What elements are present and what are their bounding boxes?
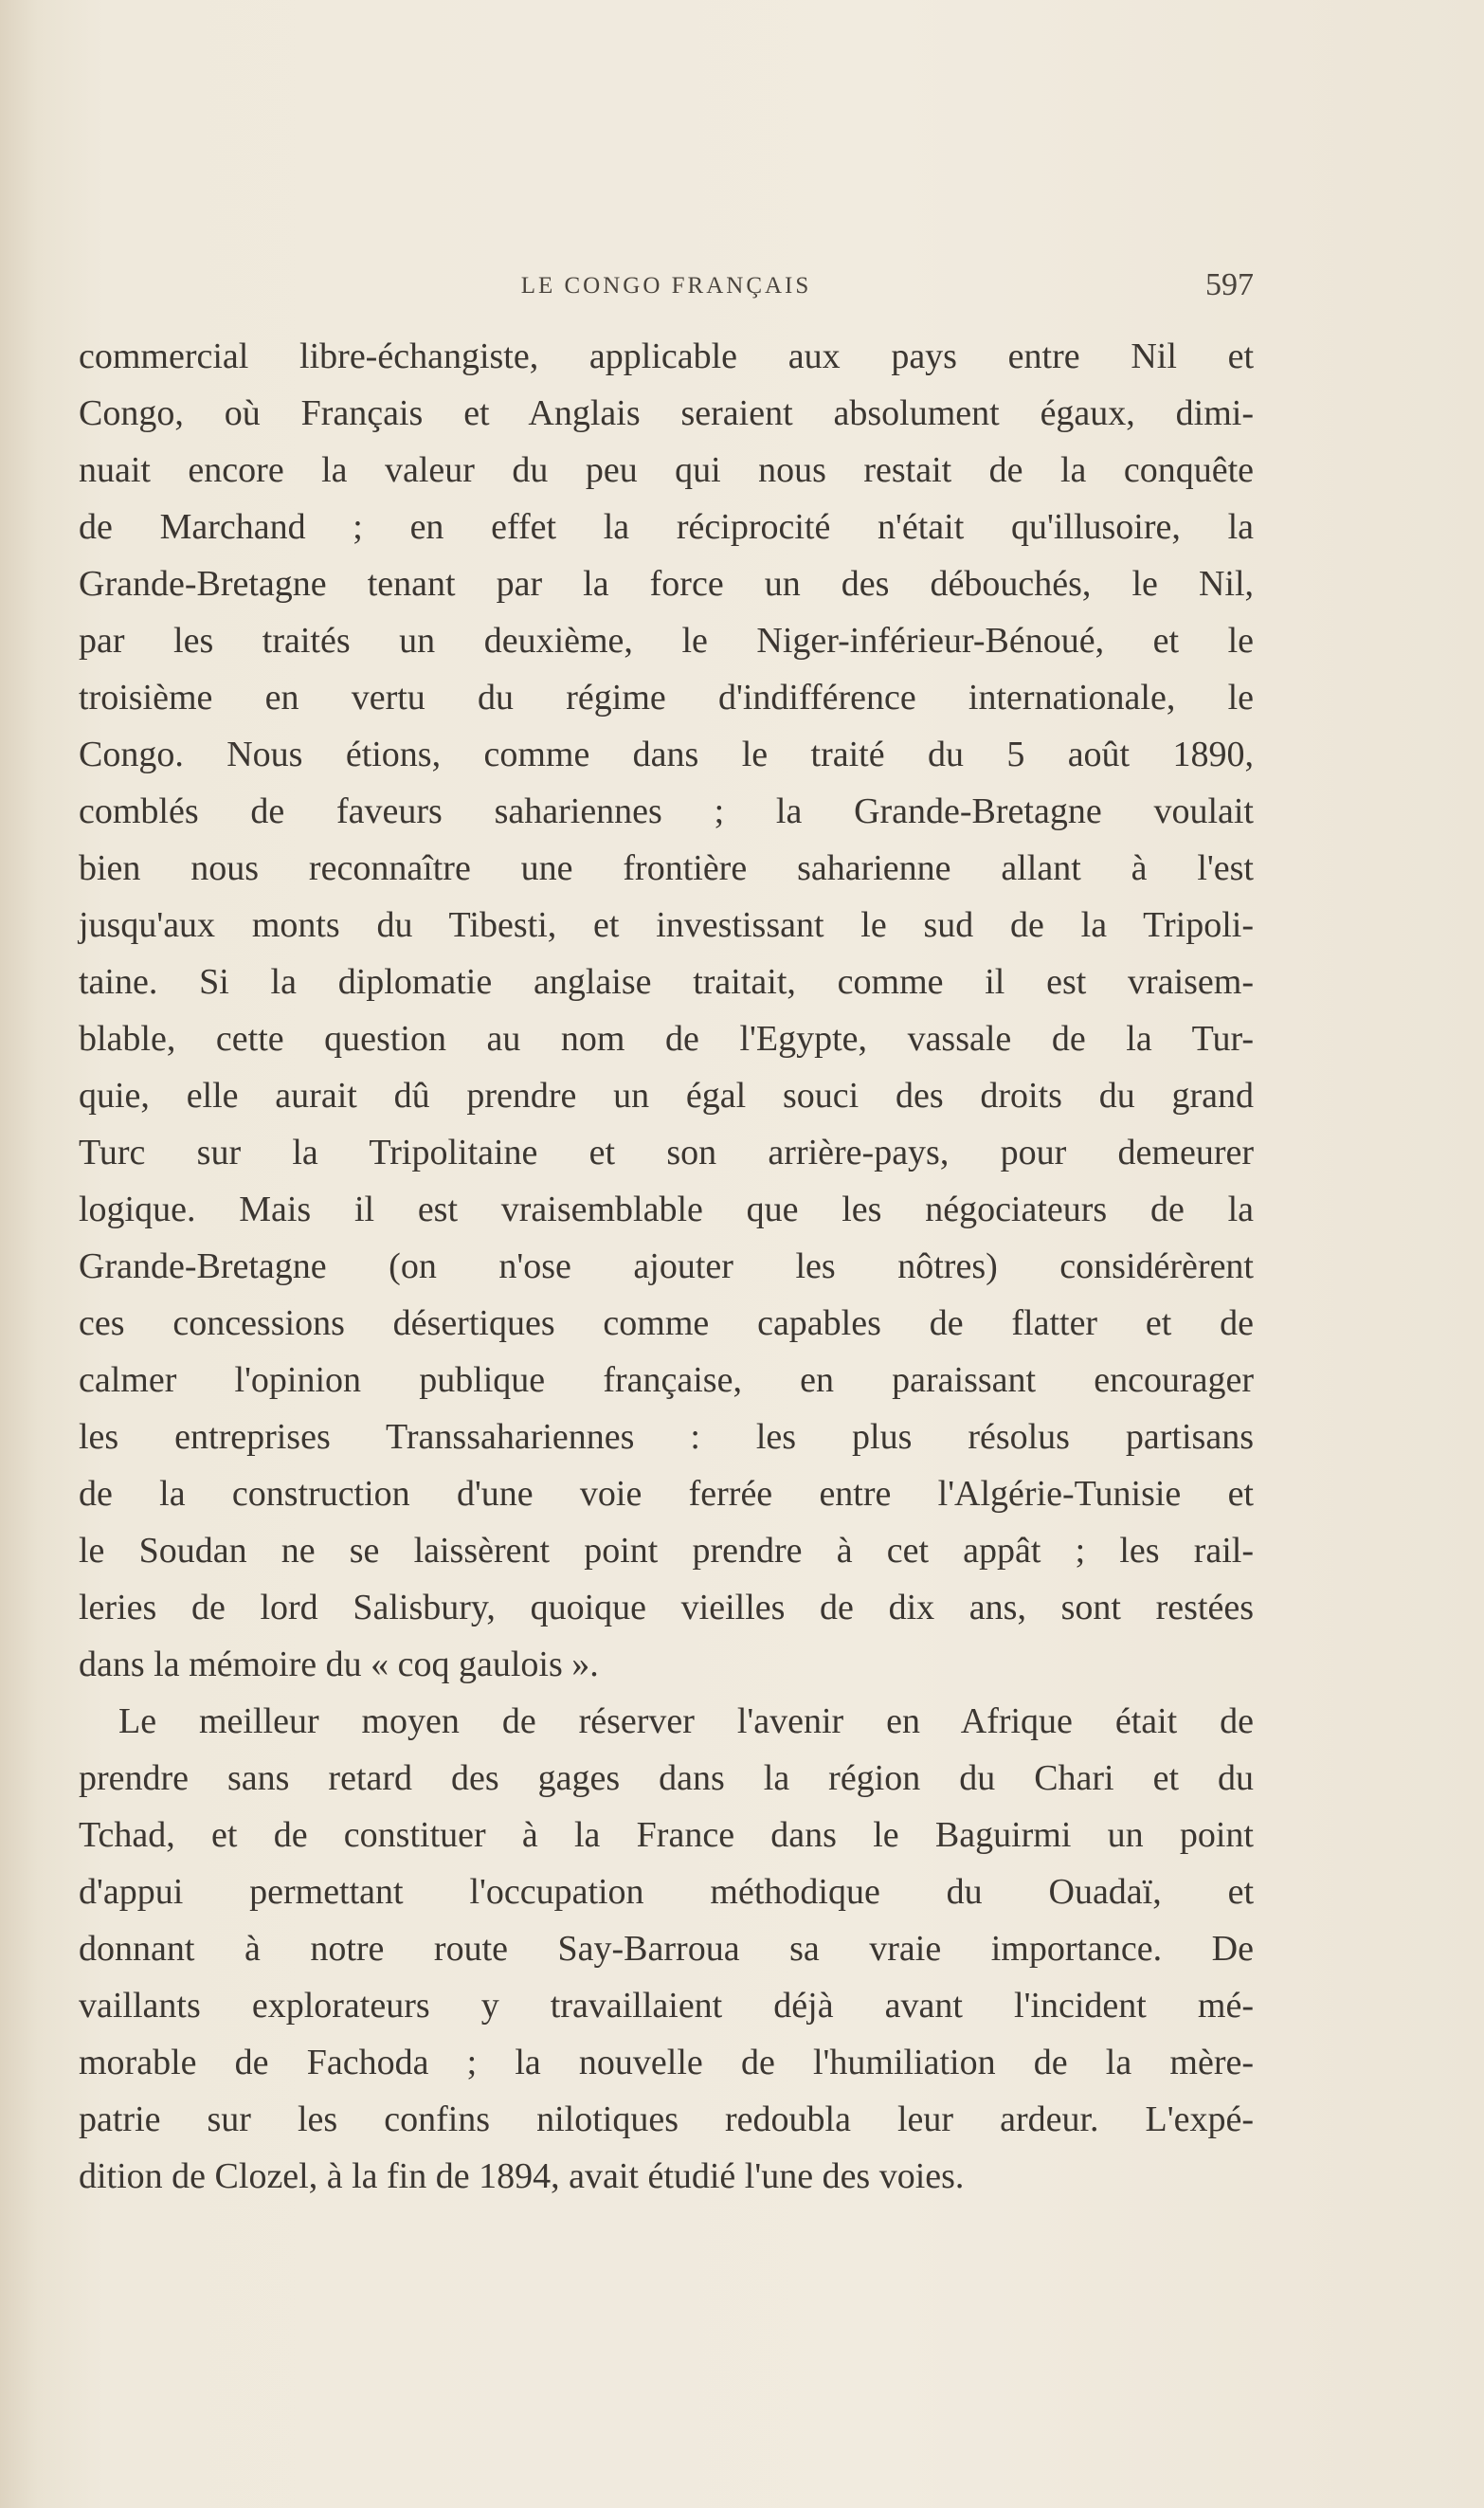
text-line: prendre sans retard des gages dans la région du Chari et du: [79, 1758, 1254, 1798]
text-line: donnant à notre route Say-Barroua sa vraie importance. De: [79, 1929, 1254, 1969]
text-line: morable de Fachoda ; la nouvelle de l'humiliation de la mère-: [79, 2043, 1254, 2082]
text-line: taine. Si la diplomatie anglaise traitait, comme il est vraisem-: [79, 962, 1254, 1002]
running-title: LE CONGO FRANÇAIS: [520, 273, 812, 299]
text-line: calmer l'opinion publique française, en paraissant encourager: [79, 1360, 1254, 1400]
text-line: vaillants explorateurs y travaillaient déjà avant l'incident mé-: [79, 1986, 1254, 2026]
text-line: d'appui permettant l'occupation méthodique du Ouadaï, et: [79, 1872, 1254, 1912]
text-line: le Soudan ne se laissèrent point prendre à cet appât ; les rail-: [79, 1531, 1254, 1571]
text-line: dition de Clozel, à la fin de 1894, avait étudié l'une des voies.: [79, 2156, 965, 2196]
text-line: leries de lord Salisbury, quoique vieilles de dix ans, sont restées: [79, 1588, 1254, 1627]
text-line: logique. Mais il est vraisemblable que les négociateurs de la: [79, 1190, 1254, 1229]
text-line: quie, elle aurait dû prendre un égal souci des droits du grand: [79, 1076, 1254, 1116]
text-line: Turc sur la Tripolitaine et son arrière-pays, pour demeurer: [79, 1133, 1254, 1172]
text-line: Congo. Nous étions, comme dans le traité du 5 août 1890,: [79, 735, 1254, 774]
text-line: par les traités un deuxième, le Niger-inférieur-Bénoué, et le: [79, 621, 1254, 661]
text-line: bien nous reconnaître une frontière saharienne allant à l'est: [79, 848, 1254, 888]
text-line: blable, cette question au nom de l'Egypte, vassale de la Tur-: [79, 1019, 1254, 1059]
text-line: de Marchand ; en effet la réciprocité n'était qu'illusoire, la: [79, 507, 1254, 547]
text-line: Congo, où Français et Anglais seraient absolument égaux, dimi-: [79, 393, 1254, 433]
text-line: ces concessions désertiques comme capables de flatter et de: [79, 1303, 1254, 1343]
text-line: nuait encore la valeur du peu qui nous restait de la conquête: [79, 450, 1254, 490]
page-number: 597: [1205, 267, 1254, 302]
text-line: jusqu'aux monts du Tibesti, et investissant le sud de la Tripoli-: [79, 905, 1254, 945]
page-header: [79, 267, 1254, 311]
text-line: troisième en vertu du régime d'indifférence internationale, le: [79, 678, 1254, 718]
text-line: Tchad, et de constituer à la France dans le Baguirmi un point: [79, 1815, 1254, 1855]
text-line: de la construction d'une voie ferrée entre l'Algérie-Tunisie et: [79, 1474, 1254, 1514]
text-line: commercial libre-échangiste, applicable aux pays entre Nil et: [79, 336, 1254, 376]
text-line: Le meilleur moyen de réserver l'avenir en Afrique était de: [118, 1701, 1254, 1741]
body-text: [79, 328, 1254, 2205]
text-line: comblés de faveurs sahariennes ; la Grande-Bretagne voulait: [79, 791, 1254, 831]
text-line: patrie sur les confins nilotiques redoubla leur ardeur. L'expé-: [79, 2099, 1254, 2139]
text-line: dans la mémoire du « coq gaulois ».: [79, 1645, 599, 1684]
text-line: Grande-Bretagne tenant par la force un des débouchés, le Nil,: [79, 564, 1254, 604]
text-line: Grande-Bretagne (on n'ose ajouter les nôtres) considérèrent: [79, 1246, 1254, 1286]
text-line: les entreprises Transsahariennes : les plus résolus partisans: [79, 1417, 1254, 1457]
